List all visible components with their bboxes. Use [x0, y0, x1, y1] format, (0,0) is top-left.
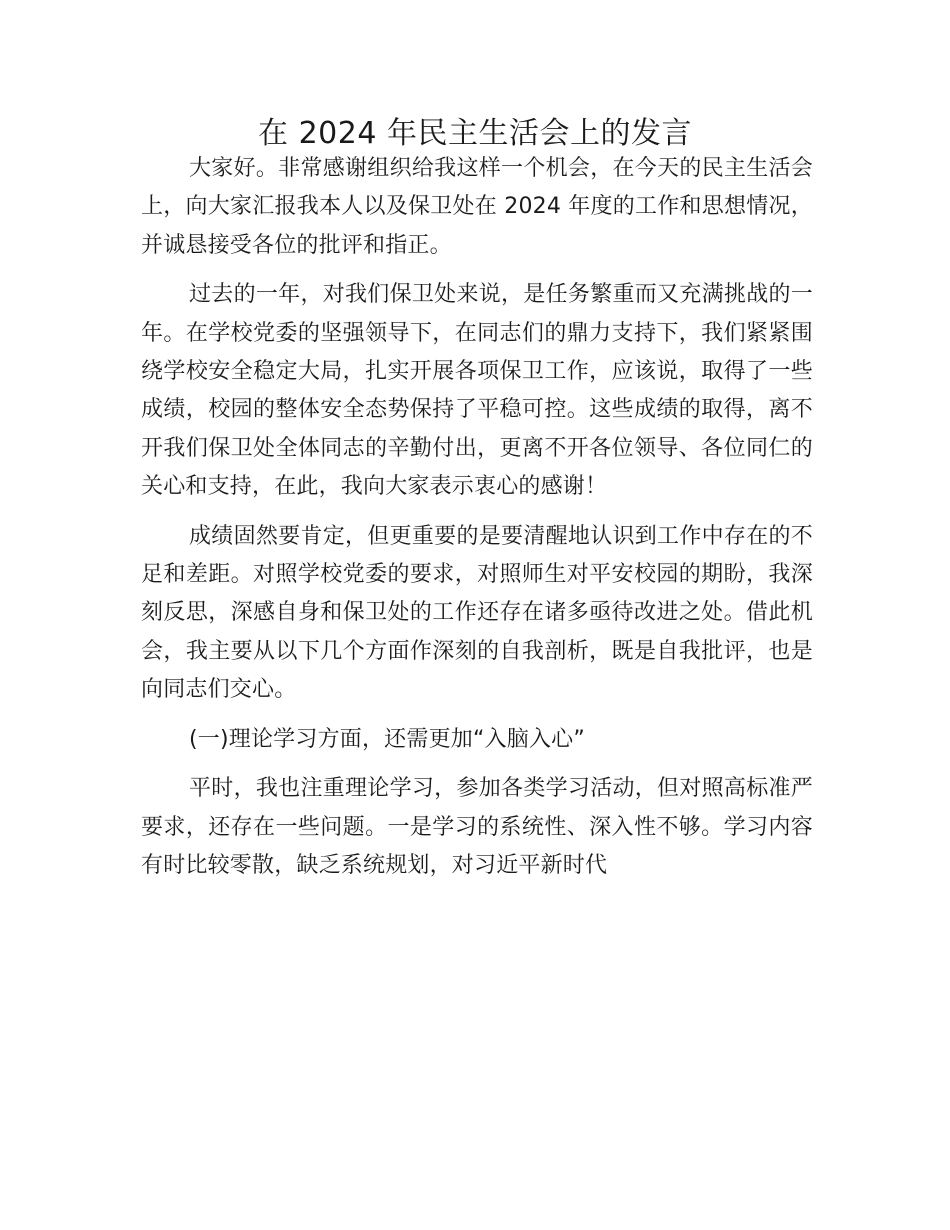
document-body	[141, 150, 813, 896]
section-heading-theory-study: (一)理论学习方面，还需更加“入脑入心”	[189, 726, 585, 752]
paragraph-achievements: 过去的一年，对我们保卫处来说，是任务繁重而又充满挑战的一年。在学校党委的坚强领导下，在同志们的鼎力支持下，我们紧紧围绕学校安全稳定大局，扎实开展各项保卫工作，应该说，取得了一些成绩，校园的整体安全态势保持了平稳可控。这些成绩的取得，离不开我们保卫处全体同志的辛勤付出，更离不开各位领导、各位同仁的关心和支持，在此，我向大家表示衷心的感谢！	[141, 282, 813, 500]
document-title: 在 2024 年民主生活会上的发言	[258, 116, 692, 151]
paragraph-theory-study: 平时，我也注重理论学习，参加各类学习活动，但对照高标准严要求，还存在一些问题。一是学习的系统性、深入性不够。学习内容有时比较零散，缺乏系统规划，对习近平新时代	[141, 776, 813, 878]
paragraph-greeting: 大家好。非常感谢组织给我这样一个机会，在今天的民主生活会上，向大家汇报我本人以及保卫处在 2024 年度的工作和思想情况，并诚恳接受各位的批评和指正。	[141, 156, 813, 258]
paragraph-shortcomings: 成绩固然要肯定，但更重要的是要清醒地认识到工作中存在的不足和差距。对照学校党委的要求，对照师生对平安校园的期盼，我深刻反思，深感自身和保卫处的工作还存在诸多亟待改进之处。借此机会，我主要从以下几个方面作深刻的自我剖析，既是自我批评，也是向同志们交心。	[141, 523, 813, 703]
